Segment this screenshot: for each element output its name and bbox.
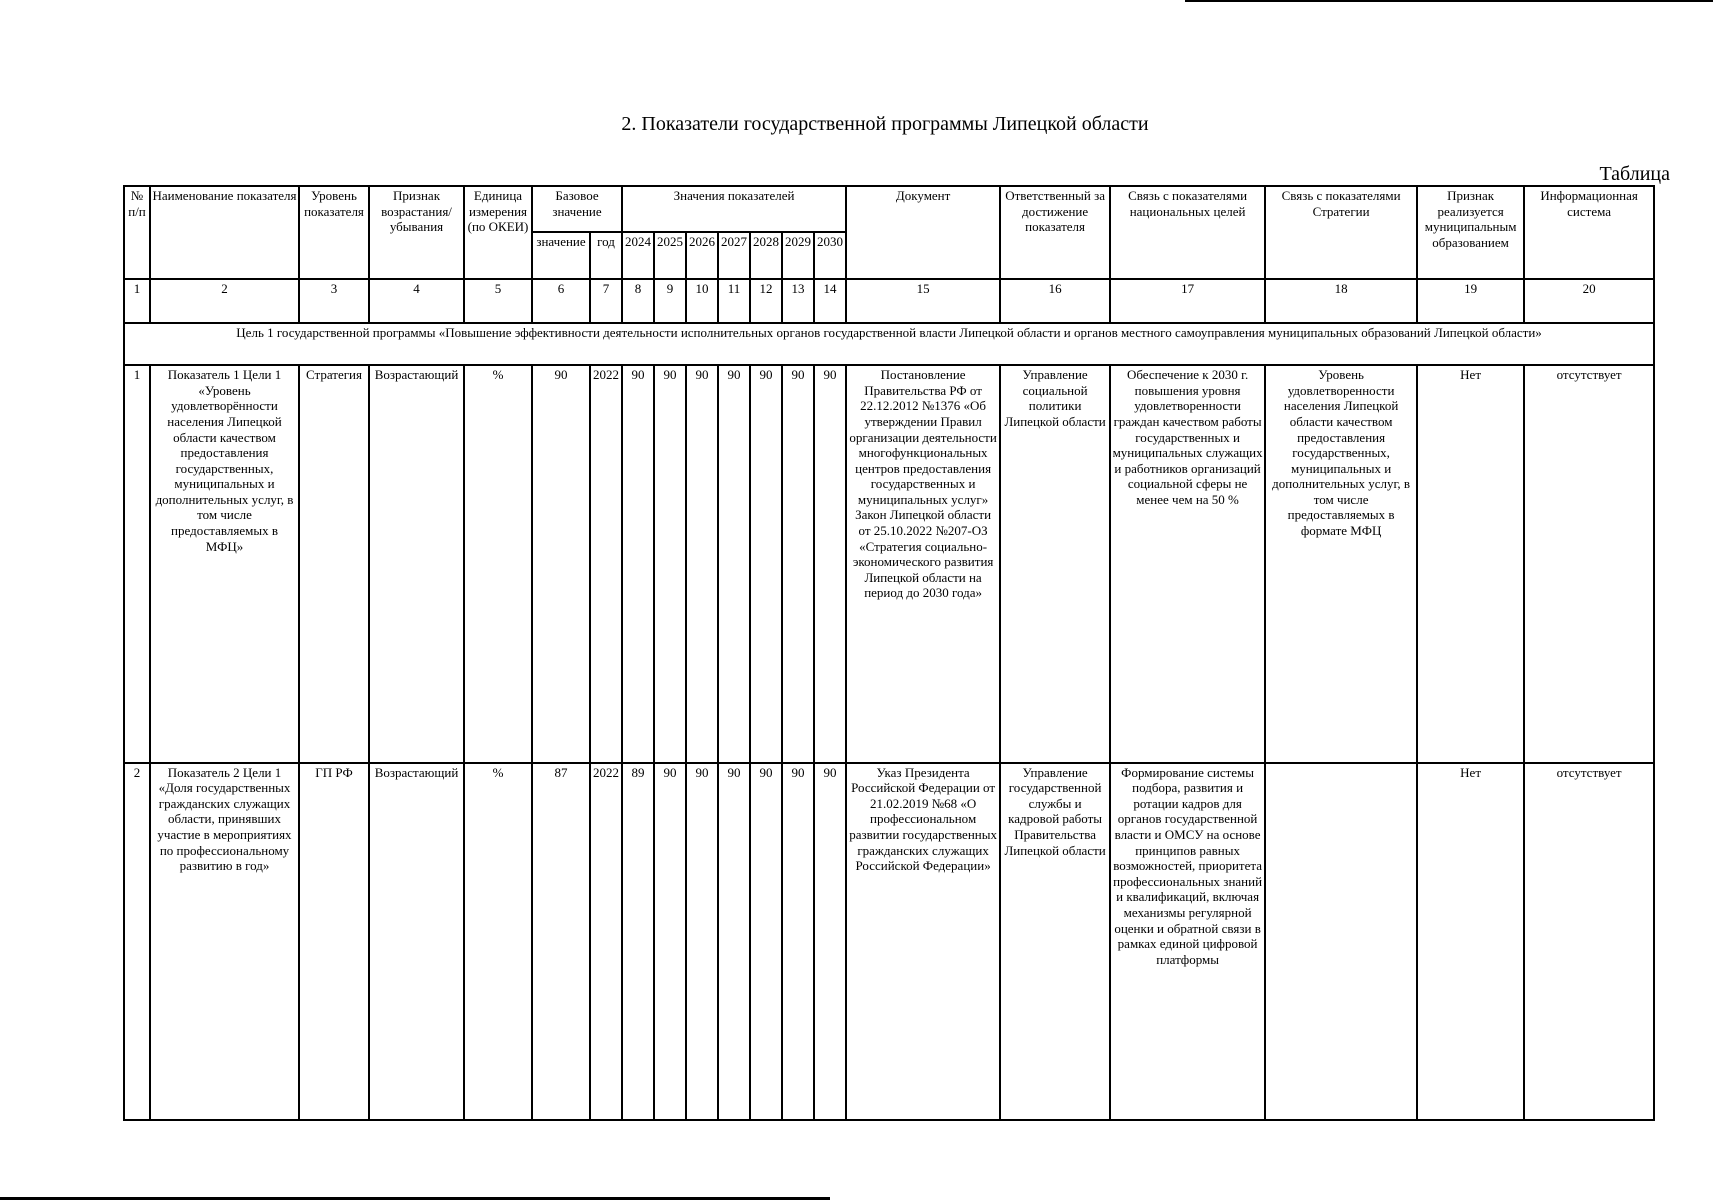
header-national: Связь с показателями национальных целей [1110,186,1265,279]
municipal-flag: Нет [1417,763,1524,1120]
col-num: 4 [369,279,464,323]
col-num: 15 [846,279,1000,323]
value-2030: 90 [814,365,846,763]
value-2025: 90 [654,365,686,763]
info-system: отсутствует [1524,365,1654,763]
header-year-2028: 2028 [750,232,782,278]
indicator-unit: % [464,365,532,763]
goal-text: Цель 1 государственной программы «Повышение эффективности деятельности исполнительных органов государственной власти Липецкой области и органов местного самоуправления муниципальных образований Липецкой области» [124,323,1654,365]
row-num: 1 [124,365,150,763]
col-num: 13 [782,279,814,323]
col-num: 11 [718,279,750,323]
col-num: 5 [464,279,532,323]
col-num: 8 [622,279,654,323]
header-year-2029: 2029 [782,232,814,278]
value-2027: 90 [718,763,750,1120]
col-num: 6 [532,279,590,323]
table-row [124,365,1654,763]
col-num: 16 [1000,279,1110,323]
base-value: 90 [532,365,590,763]
national-link: Обеспечение к 2030 г. повышения уровня удовлетворенности граждан качеством работы государственных и муниципальных служащих и работников организаций социальной сферы не менее чем на 50 % [1110,365,1265,763]
indicator-name: Показатель 2 Цели 1 «Доля государственных гражданских служащих области, принявших участие в мероприятиях по профессиональному развитию в год» [150,763,299,1120]
col-num: 17 [1110,279,1265,323]
header-trend: Признак возрастания/ убывания [369,186,464,279]
value-2029: 90 [782,763,814,1120]
strategy-link: Уровень удовлетворенности населения Липецкой области качеством предоставления государственных, муниципальных и дополнительных услуг, в том числе предоставляемых в формате МФЦ [1265,365,1417,763]
document-title: 2. Показатели государственной программы Липецкой области [621,113,1149,135]
value-2025: 90 [654,763,686,1120]
header-municipal: Признак реализуется муниципальным образованием [1417,186,1524,279]
base-value: 87 [532,763,590,1120]
base-year: 2022 [590,365,622,763]
responsible: Управление социальной политики Липецкой области [1000,365,1110,763]
col-num: 10 [686,279,718,323]
header-base-year: год [590,232,622,278]
col-num: 1 [124,279,150,323]
header-level: Уровень показателя [299,186,369,279]
col-num: 7 [590,279,622,323]
value-2024: 89 [622,763,654,1120]
indicator-level: ГП РФ [299,763,369,1120]
header-row [124,186,1654,232]
col-num: 12 [750,279,782,323]
col-num: 18 [1265,279,1417,323]
scan-artifact-top [1185,0,1713,2]
base-year: 2022 [590,763,622,1120]
indicator-trend: Возрастающий [369,365,464,763]
col-num: 14 [814,279,846,323]
value-2026: 90 [686,763,718,1120]
municipal-flag: Нет [1417,365,1524,763]
table-label: Таблица [1599,163,1670,185]
responsible: Управление государственной службы и кадровой работы Правительства Липецкой области [1000,763,1110,1120]
value-2030: 90 [814,763,846,1120]
value-2029: 90 [782,365,814,763]
header-year-2027: 2027 [718,232,750,278]
value-2024: 90 [622,365,654,763]
col-num: 3 [299,279,369,323]
header-values: Значения показателей [622,186,846,232]
col-num: 9 [654,279,686,323]
table-row [124,763,1654,1120]
national-link: Формирование системы подбора, развития и ротации кадров для органов государственной власти и ОМСУ на основе принципов равных возможностей, приоритета профессиональных знаний и квалификаций, включая механизмы регулярной оценки и обратной связи в рамках единой цифровой платформы [1110,763,1265,1120]
col-num: 20 [1524,279,1654,323]
header-infosys: Информационная система [1524,186,1654,279]
header-year-2026: 2026 [686,232,718,278]
header-name: Наименование показателя [150,186,299,279]
header-year-2025: 2025 [654,232,686,278]
header-base: Базовое значение [532,186,622,232]
indicators-table [123,185,1655,1121]
document-ref: Постановление Правительства РФ от 22.12.2012 №1376 «Об утверждении Правил организации деятельности многофункциональных центров предоставления государственных и муниципальных услуг» Закон Липецкой области от 25.10.2022 №207-ОЗ «Стратегия социально-экономического развития Липецкой области на период до 2030 года» [846,365,1000,763]
info-system: отсутствует [1524,763,1654,1120]
indicator-trend: Возрастающий [369,763,464,1120]
header-unit: Единица измерения (по ОКЕИ) [464,186,532,279]
document-ref: Указ Президента Российской Федерации от 21.02.2019 №68 «О профессиональном развитии государственных гражданских служащих Российской Федерации» [846,763,1000,1120]
value-2028: 90 [750,763,782,1120]
header-year-2024: 2024 [622,232,654,278]
indicator-name: Показатель 1 Цели 1 «Уровень удовлетворённости населения Липецкой области качеством предоставления государственных, муниципальных и дополнительных услуг, в том числе предоставляемых в МФЦ» [150,365,299,763]
value-2026: 90 [686,365,718,763]
header-num: № п/п [124,186,150,279]
header-document: Документ [846,186,1000,279]
header-base-value: значение [532,232,590,278]
indicator-unit: % [464,763,532,1120]
header-strategy: Связь с показателями Стратегии [1265,186,1417,279]
value-2028: 90 [750,365,782,763]
column-number-row [124,279,1654,323]
col-num: 2 [150,279,299,323]
row-num: 2 [124,763,150,1120]
value-2027: 90 [718,365,750,763]
header-year-2030: 2030 [814,232,846,278]
header-responsible: Ответственный за достижение показателя [1000,186,1110,279]
col-num: 19 [1417,279,1524,323]
goal-row [124,323,1654,365]
strategy-link [1265,763,1417,1120]
indicator-level: Стратегия [299,365,369,763]
